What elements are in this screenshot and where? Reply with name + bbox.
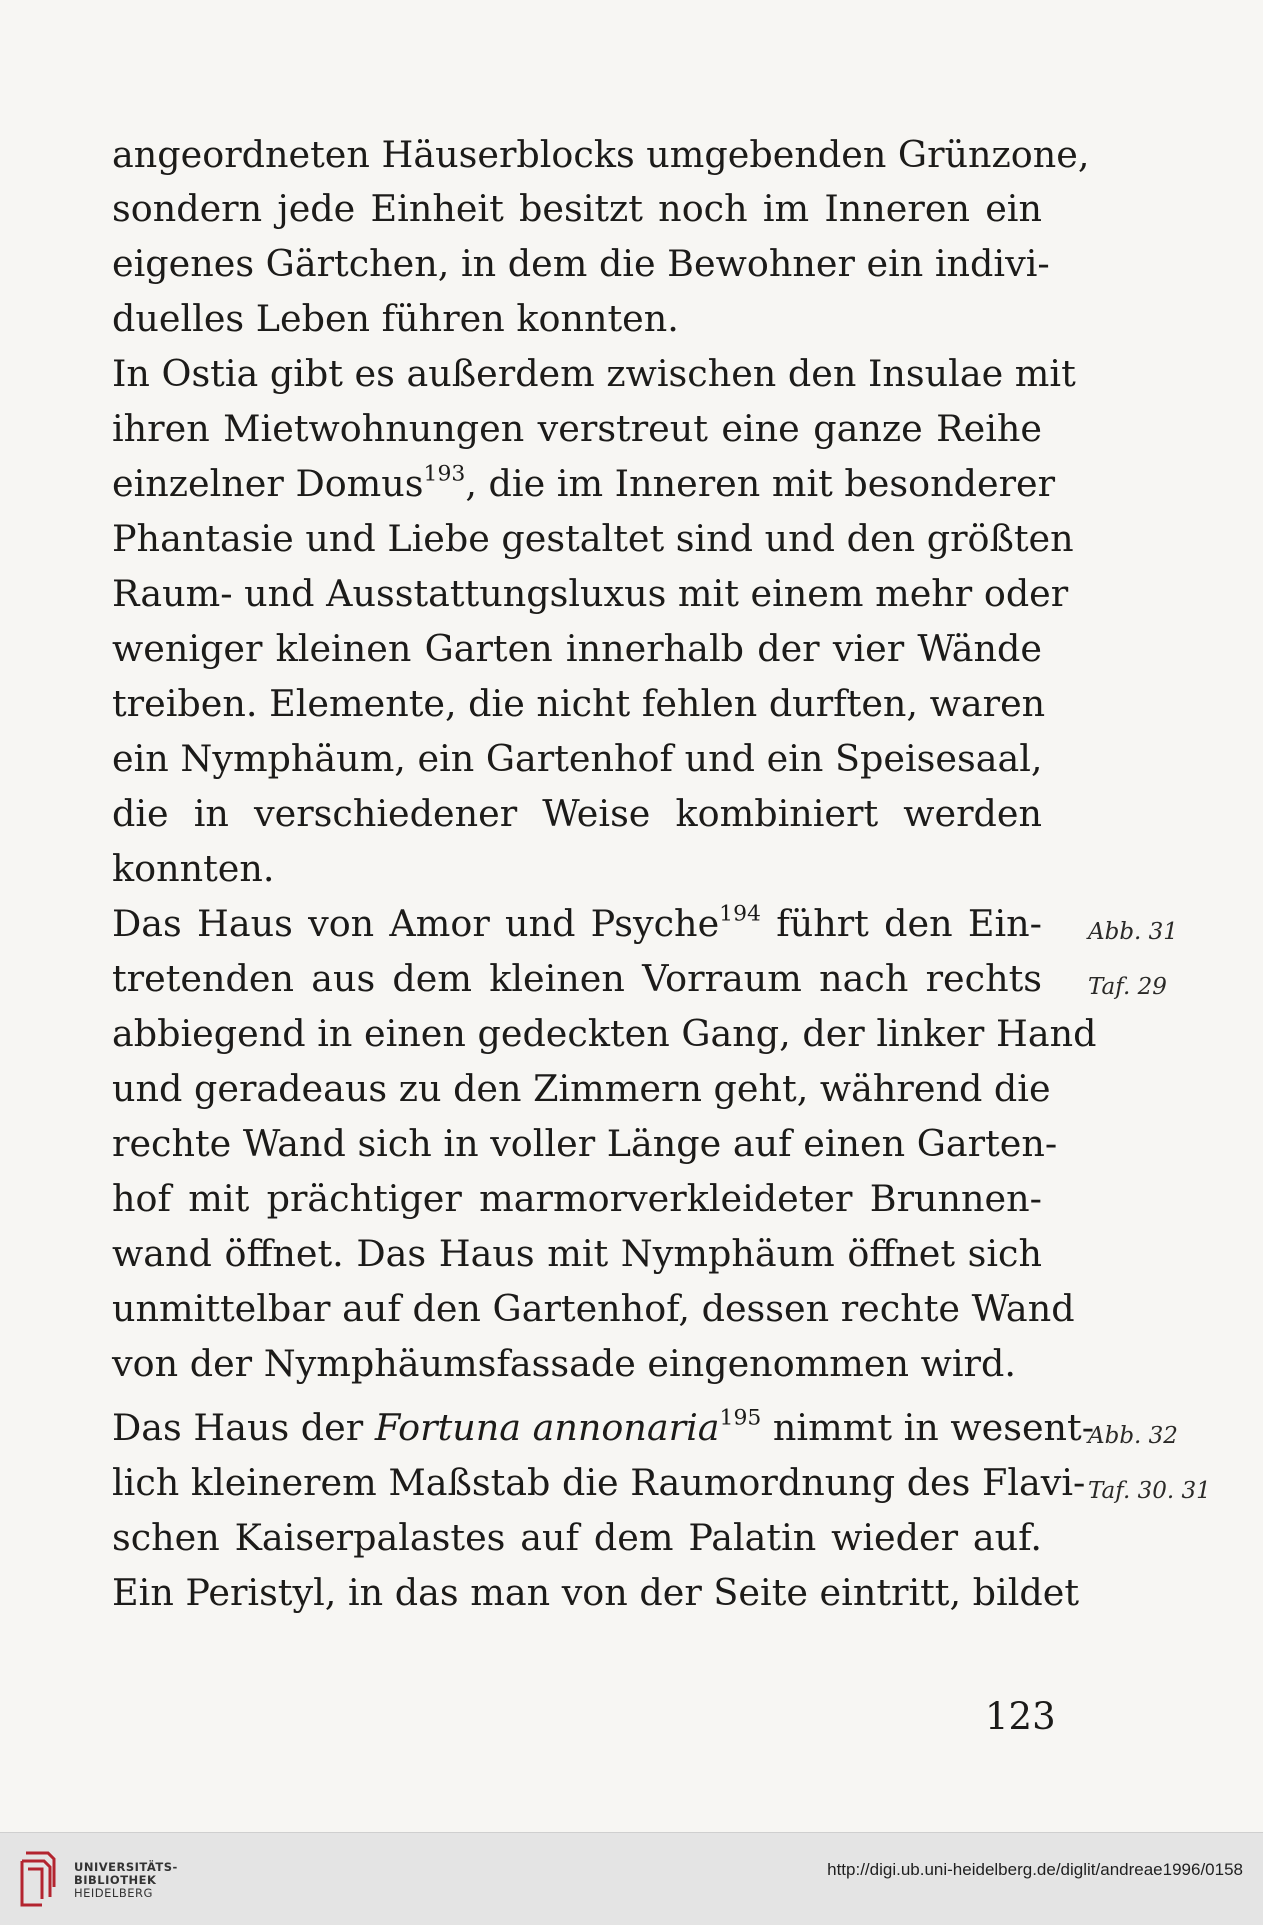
italic-title: Fortuna annonaria	[374, 1406, 720, 1449]
text-line	[112, 1405, 1095, 1449]
text-segment: nimmt in wesent-	[761, 1406, 1095, 1449]
text-line: tretenden aus dem kleinen Vorraum nach rechts	[112, 957, 1042, 1000]
text-segment: Das Haus von Amor und Psyche	[112, 902, 720, 945]
text-line: ihren Mietwohnungen verstreut eine ganze Reihe	[112, 407, 1042, 450]
text-line: konnten.	[112, 847, 275, 890]
text-segment: , die im Inneren mit besonderer	[465, 462, 1056, 505]
text-line: Raum- und Ausstattungsluxus mit einem mehr oder	[112, 572, 1069, 615]
viewer-footer	[0, 1832, 1263, 1925]
text-line: Phantasie und Liebe gestaltet sind und den größten	[112, 517, 1074, 560]
text-line: schen Kaiserpalastes auf dem Palatin wieder auf.	[112, 1516, 1042, 1559]
text-line: duelles Leben führen konnten.	[112, 297, 679, 340]
page-number: 123	[985, 1695, 1056, 1738]
library-name[interactable]	[74, 1861, 178, 1900]
text-line: Ein Peristyl, in das man von der Seite eintritt, bildet	[112, 1571, 1080, 1614]
library-name-line: UNIVERSITÄTS-	[74, 1860, 178, 1874]
text-line	[112, 461, 1056, 505]
footnote-ref: 194	[719, 901, 761, 927]
text-line: und geradeaus zu den Zimmern geht, während die	[112, 1067, 1051, 1110]
text-line: von der Nymphäumsfassade eingenommen wird.	[112, 1342, 1016, 1385]
text-line: sondern jede Einheit besitzt noch im Inneren ein	[112, 187, 1042, 230]
text-line: ein Nymphäum, ein Gartenhof und ein Speisesaal,	[112, 737, 1043, 780]
library-logo-icon[interactable]	[18, 1847, 62, 1911]
margin-note-figure: Abb. 32	[1088, 1423, 1178, 1449]
text-segment: Das Haus der	[112, 1406, 375, 1449]
text-line: treiben. Elemente, die nicht fehlen durften, waren	[112, 682, 1046, 725]
text-line: rechte Wand sich in voller Länge auf einen Garten-	[112, 1122, 1058, 1165]
text-line: In Ostia gibt es außerdem zwischen den Insulae mit	[112, 352, 1076, 395]
text-line: weniger kleinen Garten innerhalb der vier Wände	[112, 627, 1042, 670]
text-line: eigenes Gärtchen, in dem die Bewohner ein indivi-	[112, 242, 1050, 285]
margin-note-plate: Taf. 30. 31	[1088, 1478, 1211, 1504]
text-line: abbiegend in einen gedeckten Gang, der linker Hand	[112, 1012, 1097, 1055]
text-segment: einzelner Domus	[112, 462, 424, 505]
footnote-ref: 193	[423, 461, 466, 487]
permalink-url[interactable]: http://digi.ub.uni-heidelberg.de/diglit/andreae1996/0158	[827, 1860, 1243, 1879]
library-name-line: BIBLIOTHEK	[74, 1873, 157, 1887]
text-line: unmittelbar auf den Gartenhof, dessen rechte Wand	[112, 1287, 1075, 1330]
text-segment: führt den Ein-	[760, 902, 1042, 945]
text-line: wand öffnet. Das Haus mit Nymphäum öffnet sich	[112, 1232, 1042, 1275]
margin-note-figure: Abb. 31	[1088, 919, 1178, 945]
text-line: die in verschiedener Weise kombiniert werden	[112, 792, 1042, 835]
text-line: lich kleinerem Maßstab die Raumordnung des Flavi-	[112, 1461, 1086, 1504]
text-line	[112, 901, 1042, 945]
text-line: hof mit prächtiger marmorverkleideter Brunnen-	[112, 1177, 1042, 1220]
library-name-line: HEIDELBERG	[74, 1886, 153, 1900]
margin-note-plate: Taf. 29	[1088, 974, 1167, 1000]
text-line: angeordneten Häuserblocks umgebenden Grünzone,	[112, 133, 1090, 176]
footnote-ref: 195	[719, 1405, 762, 1431]
